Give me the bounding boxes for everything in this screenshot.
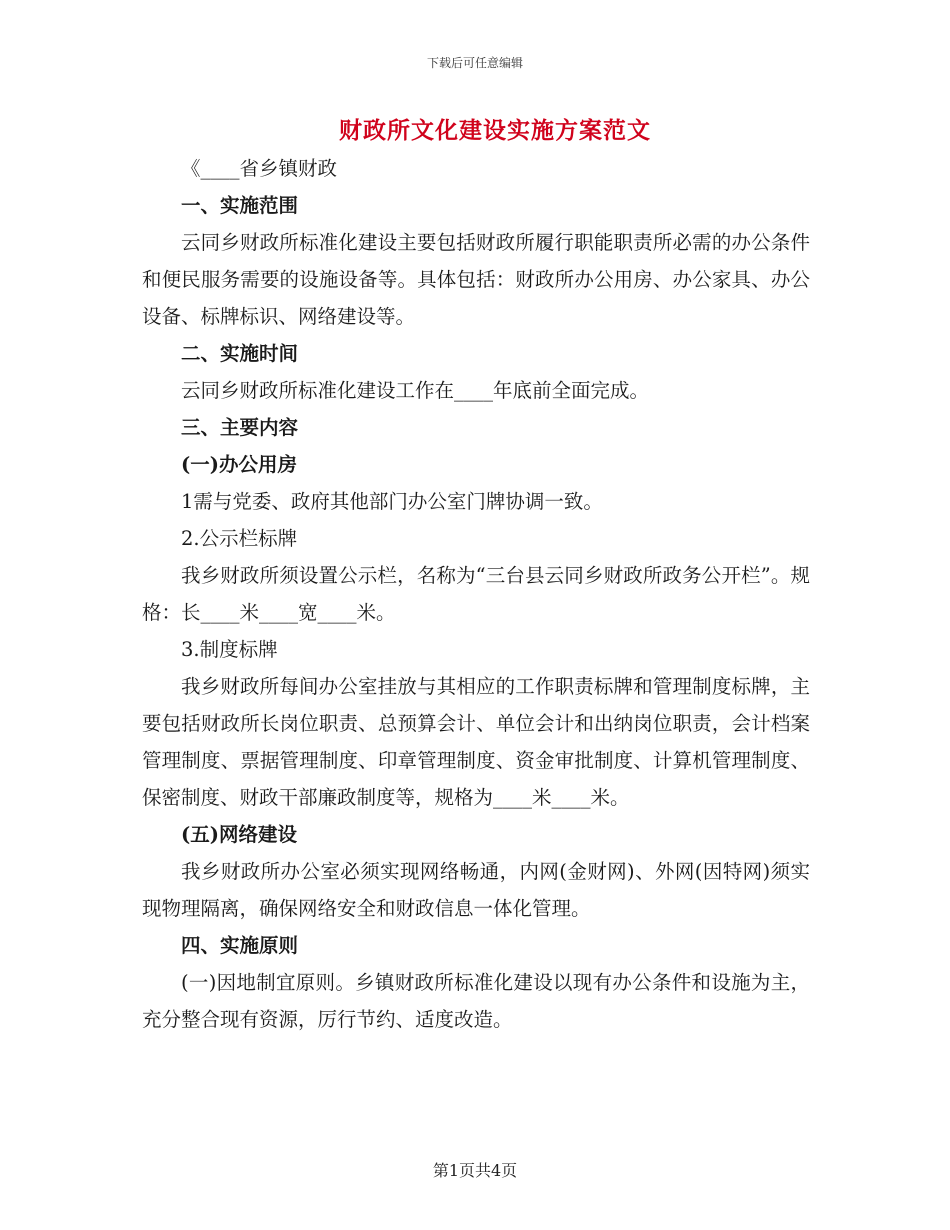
paragraph-network: 我乡财政所办公室必须实现网络畅通，内网(金财网)、外网(因特网)须实现物理隔离，确保网络安全和财政信息一体化管理。 xyxy=(142,860,810,920)
paragraph-scope: 云同乡财政所标准化建设主要包括财政所履行职能职责所必需的办公条件和便民服务需要的设施设备等。具体包括：财政所办公用房、办公家具、办公设备、标牌标识、网络建设等。 xyxy=(142,231,810,328)
heading-content: 三、主要内容 xyxy=(181,416,299,439)
paragraph-office: 1需与党委、政府其他部门办公室门牌协调一致。 xyxy=(181,490,603,513)
subheading-rules: 3.制度标牌 xyxy=(181,638,278,661)
paragraph-intro: 《____省乡镇财政 xyxy=(181,157,338,180)
document-title: 财政所文化建设实施方案范文 xyxy=(339,117,651,144)
subheading-office: (一)办公用房 xyxy=(181,453,297,476)
heading-principles: 四、实施原则 xyxy=(181,934,299,957)
paragraph-bulletin: 我乡财政所须设置公示栏，名称为“三台县云同乡财政所政务公开栏”。规格：长____米____宽____米。 xyxy=(142,564,810,624)
paragraph-rules: 我乡财政所每间办公室挂放与其相应的工作职责标牌和管理制度标牌，主要包括财政所长岗位职责、总预算会计、单位会计和出纳岗位职责，会计档案管理制度、票据管理制度、印章管理制度、资金审批制度、计算机管理制度、保密制度、财政干部廉政制度等，规格为____米____米。 xyxy=(142,675,810,809)
heading-time: 二、实施时间 xyxy=(181,342,299,365)
paragraph-time: 云同乡财政所标准化建设工作在____年底前全面完成。 xyxy=(181,379,650,402)
document-body xyxy=(142,150,810,1038)
header-note: 下载后可任意编辑 xyxy=(426,56,523,70)
subheading-bulletin: 2.公示栏标牌 xyxy=(181,527,298,550)
subheading-network: (五)网络建设 xyxy=(181,823,297,846)
page-footer: 第1页共4页 xyxy=(432,1161,518,1180)
heading-scope: 一、实施范围 xyxy=(181,194,299,217)
paragraph-principles: (一)因地制宜原则。乡镇财政所标准化建设以现有办公条件和设施为主，充分整合现有资源，厉行节约、适度改造。 xyxy=(142,971,810,1031)
